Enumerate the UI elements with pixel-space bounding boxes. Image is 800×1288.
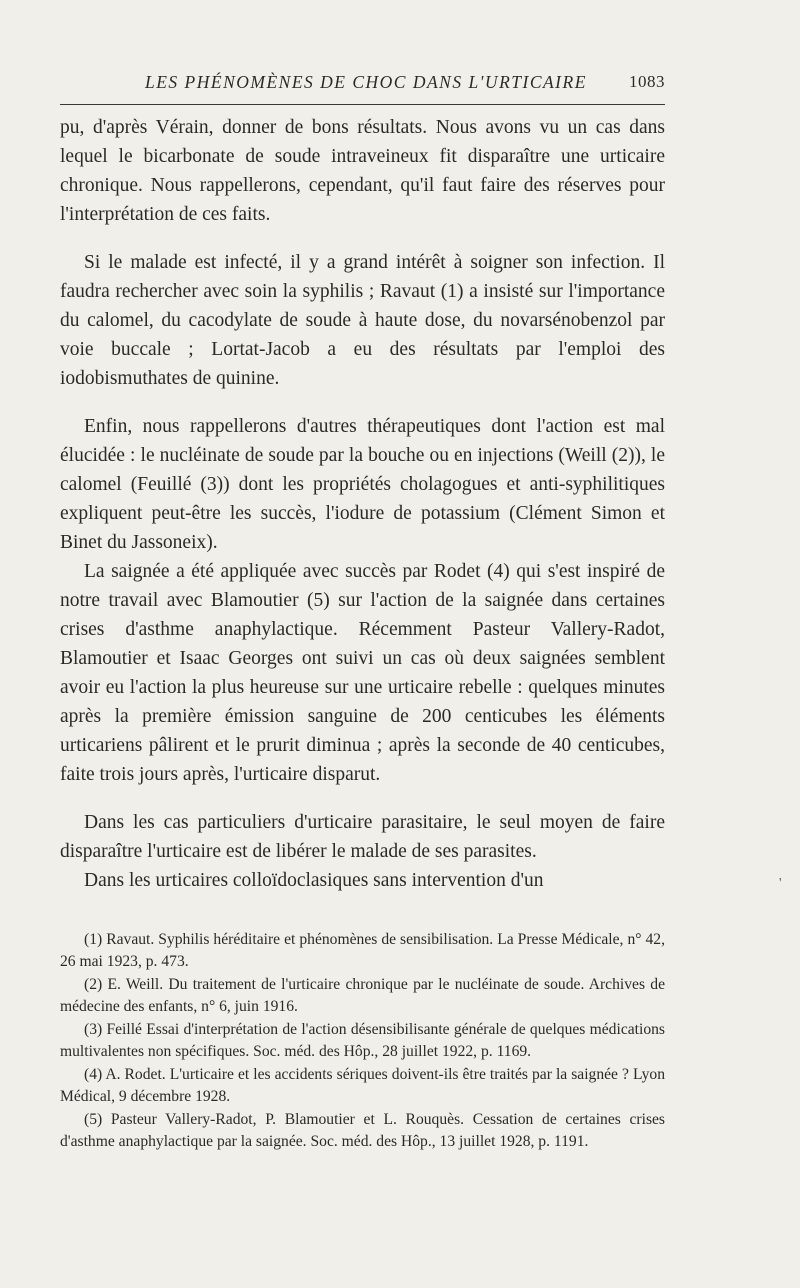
running-title: LES PHÉNOMÈNES DE CHOC DANS L'URTICAIRE bbox=[145, 72, 587, 92]
footnote-2: (2) E. Weill. Du traitement de l'urticaire chronique par le nucléinate de soude. Archives de médecine des enfants, n° 6, juin 1916. bbox=[60, 976, 665, 1015]
paragraph-infection: Si le malade est infecté, il y a grand intérêt à soigner son infection. Il faudra rechercher avec soin la syphilis ; Ravaut (1) a insisté sur l'importance du calomel, du cacodylate de soude à haute dose, du novarsénobenzol par voie buccale ; Lortat-Jacob a eu des résultats par l'emploi des iodobismuthates de quinine. bbox=[60, 252, 665, 389]
header-rule bbox=[60, 104, 665, 105]
paragraph-parasitic: Dans les cas particuliers d'urticaire parasitaire, le seul moyen de faire disparaître l'urticaire est de libérer le malade de ses parasites. bbox=[60, 812, 665, 862]
paragraph-saignee: La saignée a été appliquée avec succès par Rodet (4) qui s'est inspiré de notre travail avec Blamoutier (5) sur l'action de la saignée dans certaines crises d'asthme anaphylactique. Récemment Pasteur Vallery-Radot, Blamoutier et Isaac Georges ont suivi un cas où deux saignées semblent avoir eu l'action la plus heureuse sur une urticaire rebelle : quelques minutes après la première émission sanguine de 200 centicubes les éléments urticariens pâlirent et le prurit diminua ; après la seconde de 40 centicubes, faite trois jours après, l'urticaire disparut. bbox=[60, 561, 665, 785]
paragraph-colloidoclasic: Dans les urticaires colloïdoclasiques sans intervention d'un bbox=[84, 870, 544, 891]
footnote-5: (5) Pasteur Vallery-Radot, P. Blamoutier et L. Rouquès. Cessation de certaines crises d'asthme anaphylactique par la saignée. Soc. méd. des Hôp., 13 juillet 1928, p. 1191. bbox=[60, 1111, 665, 1150]
footnote-4: (4) A. Rodet. L'urticaire et les accidents sériques doivent-ils être traités par la saignée ? Lyon Médical, 9 décembre 1928. bbox=[60, 1066, 665, 1105]
footnote-3: (3) Feillé Essai d'interprétation de l'action désensibilisante générale de quelques médications multivalentes non spécifiques. Soc. méd. des Hôp., 28 juillet 1922, p. 1169. bbox=[60, 1021, 665, 1060]
body-text bbox=[60, 113, 665, 895]
running-header bbox=[60, 68, 665, 98]
paragraph-other-therapies: Enfin, nous rappellerons d'autres thérapeutiques dont l'action est mal élucidée : le nucléinate de soude par la bouche ou en injections (Weill (2)), le calomel (Feuillé (3)) dont les propriétés cholagogues et anti-syphilitiques expliquent peut-être les succès, l'iodure de potassium (Clément Simon et Binet du Jassoneix). bbox=[60, 416, 665, 553]
paragraph-continuation: pu, d'après Vérain, donner de bons résultats. Nous avons vu un cas dans lequel le bicarbonate de soude intraveineux fit disparaître une urticaire chronique. Nous rappellerons, cependant, qu'il faut faire des réserves pour l'interprétation de ces faits. bbox=[60, 117, 665, 225]
footnote-1: (1) Ravaut. Syphilis héréditaire et phénomènes de sensibilisation. La Presse Médicale, n° 42, 26 mai 1923, p. 473. bbox=[60, 931, 665, 970]
page-number: 1083 bbox=[629, 72, 665, 91]
margin-mark: ' bbox=[779, 876, 782, 891]
footnotes bbox=[60, 929, 665, 1152]
